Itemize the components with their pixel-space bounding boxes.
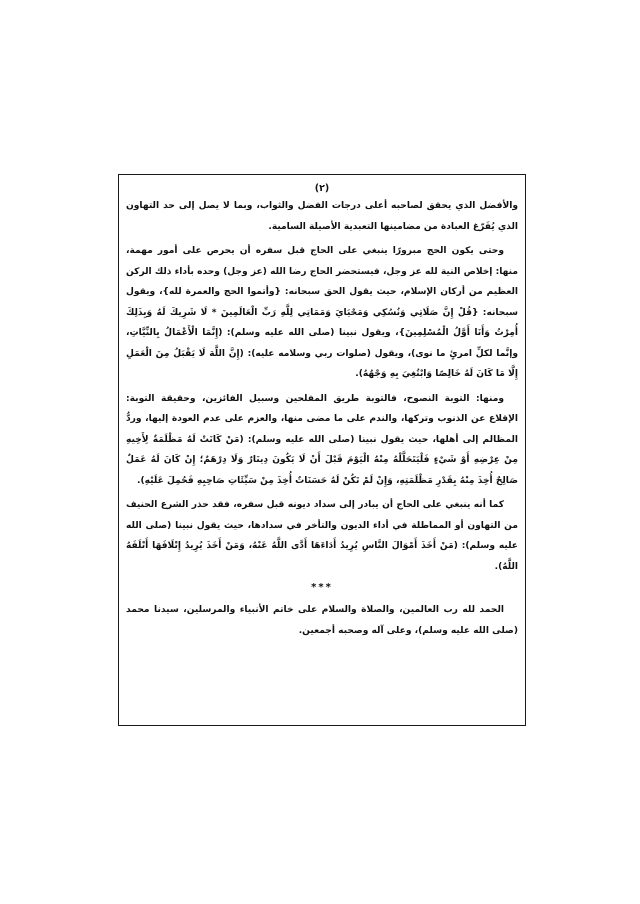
paragraph-1-text: والأفضل الذي يحقق لصاحبه أعلى درجات الفضل والثواب، وبما لا يصل إلى حد التهاون الذي يُفَرّغ العبادة من مضامينها التعبدية الأصيلة السامية. — [126, 201, 518, 232]
paragraph-3 — [126, 389, 518, 492]
closing-paragraph — [126, 600, 518, 641]
page-frame — [118, 174, 526, 726]
paragraph-2 — [126, 241, 518, 385]
closing-text: الحمد لله رب العالمين، والصلاة والسلام على خاتم الأنبياء والمرسلين، سيدنا محمد (صلى الله عليه وسلم)، وعلى آله وصحبه أجمعين. — [126, 605, 518, 636]
paragraph-4-text: كما أنه ينبغي على الحاج أن يبادر إلى سداد ديونه قبل سفره، فقد حذر الشرع الحنيف من التهاون أو المماطلة في أداء الديون والتأخر في سدادها، حيث يقول نبينا (صلى الله عليه وسلم): (مَنْ أَخَذَ أَمْوَالَ النَّاسِ يُرِيدُ أَدَاءَهَا أَدَّى اللَّهُ عَنْهُ، وَمَنْ أَخَذَ يُرِيدُ إِتْلَافَهَا أَتْلَفَهُ اللَّهُ). — [126, 500, 518, 572]
paragraph-4 — [126, 495, 518, 577]
paragraph-1 — [126, 196, 518, 237]
section-separator: *** — [311, 582, 333, 593]
paragraph-3-text: ومنها: التوبة النصوح، فالتوبة طريق المفلحين وسبيل الفائزين، وحقيقة التوبة: الإقلاع عن الذنوب وتركها، والندم على ما مضى منها، والعزم على عدم العودة إليها، وردُّ المظالم إلى أهلها، حيث يقول نبينا (صلى الله عليه وسلم): (مَنْ كَانَتْ لَهُ مَظْلَمَةٌ لِأَخِيهِ مِنْ عِرْضِهِ أَوْ شَيْءٍ فَلْيَتَحَلَّلْهُ مِنْهُ الْيَوْمَ قَبْلَ أَنْ لَا يَكُونَ دِينَارٌ وَلَا دِرْهَمٌ؛ إِنْ كَانَ لَهُ عَمَلٌ صَالِحٌ أُخِذَ مِنْهُ بِقَدْرِ مَظْلَمَتِهِ، وَإِنْ لَمْ تَكُنْ لَهُ حَسَنَاتٌ أُخِذَ مِنْ سَيِّئَاتِ صَاحِبِهِ فَحُمِلَ عَلَيْهِ). — [126, 393, 518, 486]
page-number: (٢) — [314, 183, 330, 194]
paragraph-2-text: وحتى يكون الحج مبرورًا ينبغي على الحاج قبل سفره أن يحرص على أمور مهمة، منها: إخلاص النية لله عز وجل، فيستحضر الحاج رضا الله (عز وجل) وحده بأداء ذلك الركن العظيم من أركان الإسلام، حيث يقول الحق سبحانه: {وأتموا الحج والعمرة لله}، ويقول سبحانه: {قُلْ إِنَّ صَلَاتِي وَنُسُكِي وَمَحْيَايَ وَمَمَاتِي لِلَّهِ رَبِّ الْعَالَمِينَ * لَا شَرِيكَ لَهُ وَبِذَلِكَ أُمِرْتُ وَأَنَا أَوَّلُ الْمُسْلِمِينَ}، ويقول نبينا (صلى الله عليه وسلم): (إِنَّمَا الْأَعْمَالُ بِالنِّيَّاتِ، وإنَّما لكلِّ امرئٍ ما نوى)، ويقول (صلوات ربي وسلامه عليه): (إِنَّ اللَّهَ لَا يَقْبَلُ مِنَ الْعَمَلِ إِلَّا مَا كَانَ لَهُ خَالِصًا وَابْتُغِيَ بِهِ وَجْهُهُ). — [126, 246, 518, 379]
